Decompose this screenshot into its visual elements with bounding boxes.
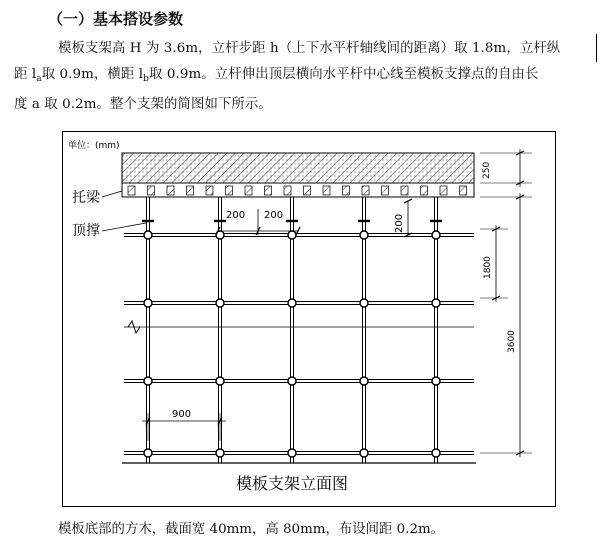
- coupler-joint: [360, 449, 368, 457]
- coupler-joint: [216, 299, 224, 307]
- coupler-joint: [216, 377, 224, 385]
- label-tuoliang: 托梁: [72, 190, 100, 206]
- coupler-joint: [288, 449, 296, 457]
- dim-200-vertical: [404, 199, 412, 237]
- joist: [206, 186, 213, 195]
- dim-1800: 1800: [483, 256, 493, 279]
- joist: [304, 186, 311, 195]
- joist-row: [122, 183, 474, 197]
- paragraph-line-2-a: 距 l: [14, 67, 37, 82]
- paragraph-line-2-b: 取 0.9m，横距 l: [41, 67, 144, 82]
- coupler-joint: [432, 299, 440, 307]
- right-dimension-lines: [480, 149, 532, 457]
- joist: [226, 186, 233, 195]
- coupler-joint: [144, 377, 152, 385]
- joist: [323, 186, 330, 195]
- joist: [362, 186, 369, 195]
- joist: [460, 186, 467, 195]
- concrete-slab: [122, 153, 474, 183]
- coupler-joint: [432, 377, 440, 385]
- dim-200-vertical-label: 200: [394, 213, 405, 233]
- coupler-joint: [144, 299, 152, 307]
- section-heading: （一）基本搭设参数: [48, 10, 184, 28]
- scaffold-grid: [122, 197, 476, 463]
- joist: [382, 186, 389, 195]
- joist: [284, 186, 291, 195]
- coupler-joint: [288, 377, 296, 385]
- dim-200-right: 200: [264, 210, 284, 221]
- coupler-joint: [432, 231, 440, 239]
- label-dingcheng: 顶撑: [72, 223, 100, 239]
- joist: [265, 186, 272, 195]
- coupler-joint: [216, 449, 224, 457]
- joist: [343, 186, 350, 195]
- dim-900: 900: [172, 409, 192, 420]
- paragraph-line-3: 度 a 取 0.2m。整个支架的简图如下所示。: [14, 97, 272, 112]
- joist: [148, 186, 155, 195]
- dim-200-left: 200: [226, 210, 246, 221]
- subscript-b: b: [143, 74, 150, 84]
- coupler-joint: [360, 299, 368, 307]
- paragraph-line-2: [14, 62, 594, 92]
- paragraph-line-1: 模板支架高 H 为 3.6m，立杆步距 h（上下水平杆轴线间的距离）取 1.8m，立杆纵: [58, 41, 561, 56]
- dim-250: 250: [482, 161, 492, 179]
- paragraph-line-2-c: 取 0.9m。立杆伸出顶层横向水平杆中心线至模板支撑点的自由长: [149, 67, 539, 82]
- figure-caption: 模板支架立面图: [236, 474, 349, 493]
- subscript-a: a: [36, 74, 42, 84]
- footer-text: 模板底部的方木，截面宽 40mm，高 80mm，布设间距 0.2m。: [58, 522, 445, 537]
- coupler-joint: [144, 449, 152, 457]
- coupler-joint: [360, 377, 368, 385]
- joist: [187, 186, 194, 195]
- coupler-joint: [432, 449, 440, 457]
- joist: [440, 186, 447, 195]
- joist: [421, 186, 428, 195]
- joist: [167, 186, 174, 195]
- joist: [128, 186, 135, 195]
- joist: [401, 186, 408, 195]
- text-cursor: [596, 34, 597, 62]
- coupler-joint: [144, 231, 152, 239]
- joist: [245, 186, 252, 195]
- coupler-joint: [360, 231, 368, 239]
- coupler-joint: [288, 231, 296, 239]
- scaffold-elevation-figure: [62, 131, 556, 507]
- dim-3600: 3600: [507, 330, 517, 353]
- unit-label: 单位：(mm): [68, 141, 120, 151]
- parameter-paragraph: [14, 36, 594, 118]
- coupler-joint: [288, 299, 296, 307]
